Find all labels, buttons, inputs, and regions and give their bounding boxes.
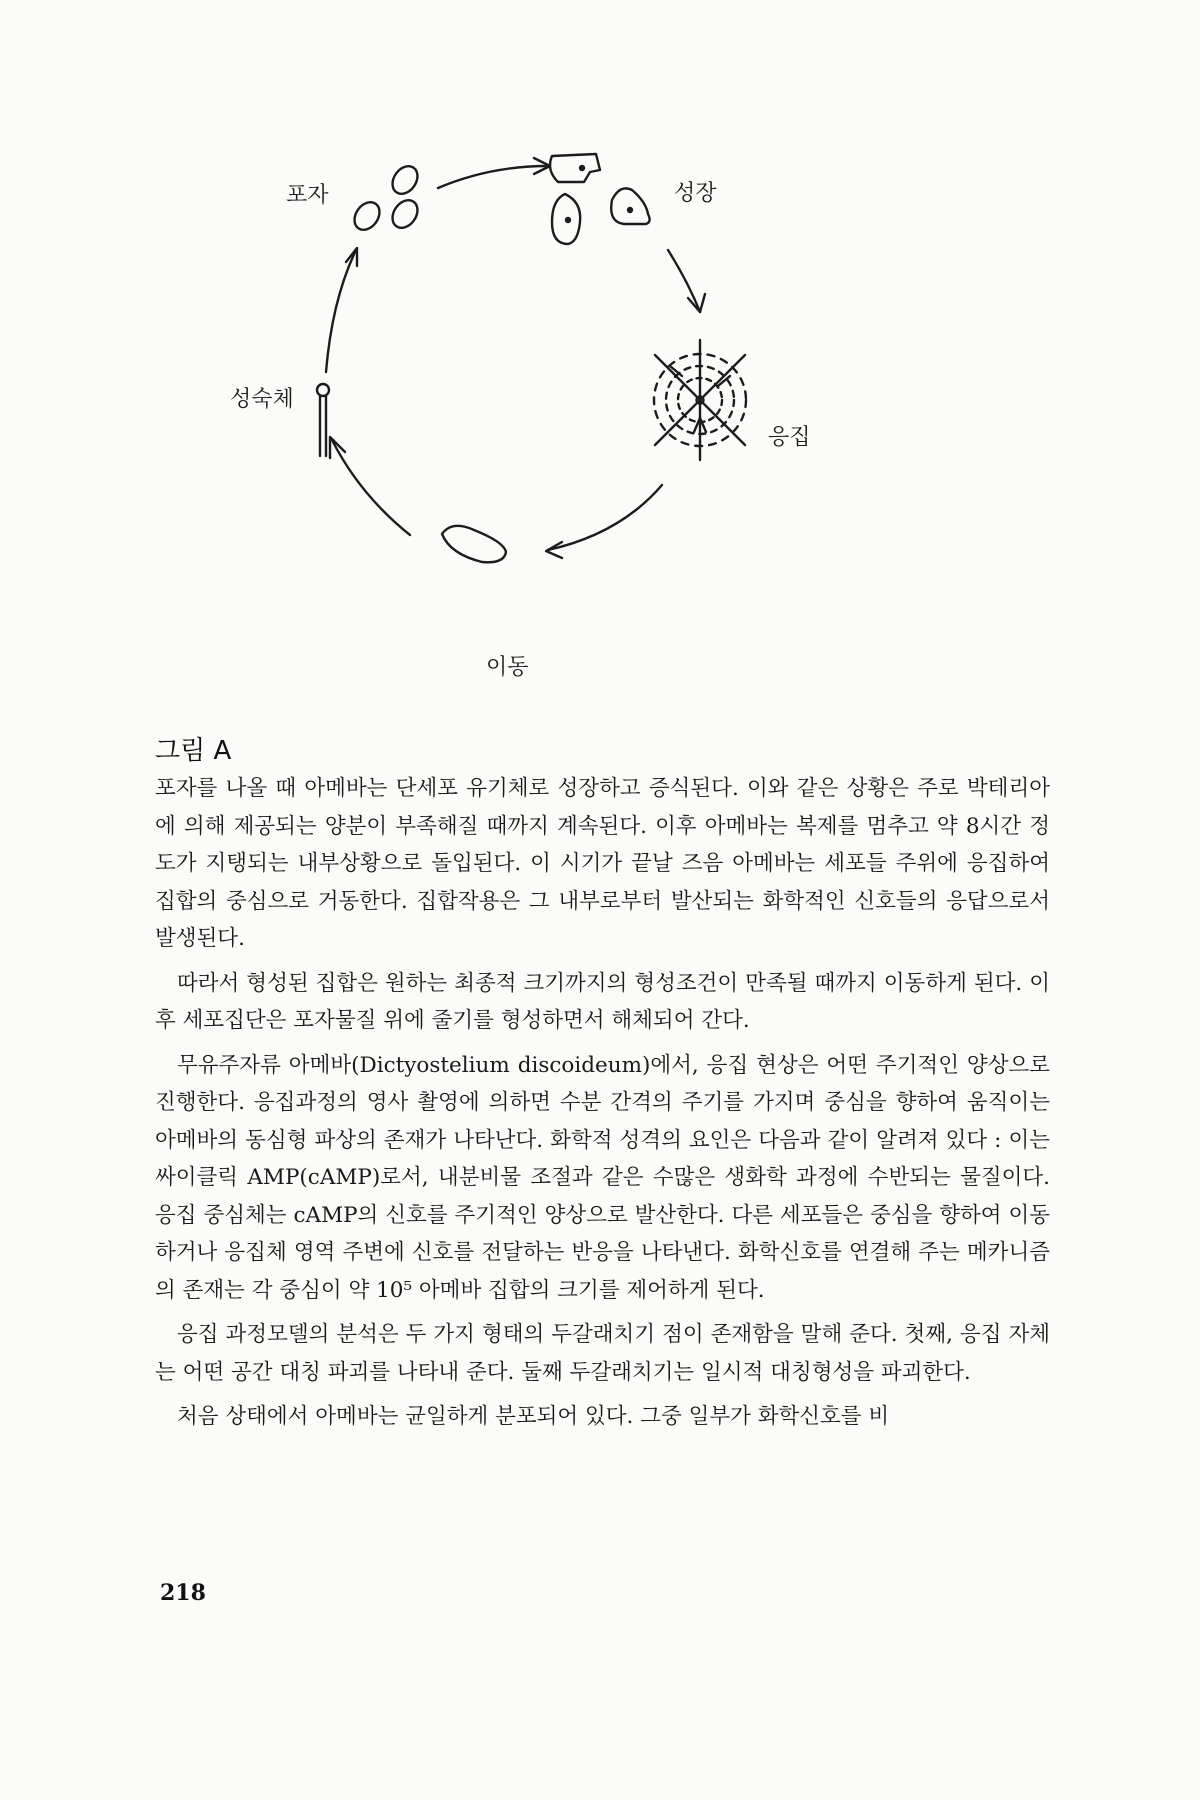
paragraph: 응집 과정모델의 분석은 두 가지 형태의 두갈래치기 점이 존재함을 말해 준다. 첫째, 응집 자체는 어떤 공간 대칭 파괴를 나타내 준다. 둘째 두갈래치기는 일시적 대칭형성을 파괴한다. [155, 1322, 1050, 1385]
arrow-migration-to-fruiting-body [330, 437, 410, 535]
arrow-spore-to-growth [438, 158, 550, 188]
paragraph: 무유주자류 아메바(Dictyostelium discoideum)에서, 응집 현상은 어떤 주기적인 양상으로 진행한다. 응집과정의 영사 촬영에 의하면 수분 간격의 주기를 가지며 중심을 향하여 움직이는 아메바의 동심형 파상의 존재가 나타난다. 화학적 성격의 요인은 다음과 같이 알려져 있다 : 이는 싸이클릭 AMP(cAMP)로서, 내분비물 조절과 같은 수많은 생화학 과정에 수반되는 물질이다. 응집 중심체는 cAMP의 신호를 주기적인 양상으로 발산한다. 다른 세포들은 중심을 향하여 이동하거나 응집체 영역 주변에 신호를 전달하는 반응을 나타낸다. 화학신호를 연결해 주는 메카니즘의 존재는 각 중심이 약 10⁵ 아메바 집합의 크기를 제어하게 된다. [155, 1052, 1050, 1303]
arrow-aggregation-to-migration [546, 485, 662, 558]
amoeba-cell [611, 188, 649, 224]
spore-cell [387, 195, 422, 232]
fruiting-body [317, 384, 329, 456]
spore-cell [349, 197, 384, 234]
label-fruiting-body: 성숙체 [230, 387, 294, 412]
amoeba-cells [550, 154, 650, 244]
spore-cells [349, 161, 422, 234]
arrow-growth-to-aggregation [668, 250, 705, 312]
aggregation-center [654, 340, 746, 460]
amoeba-cell [550, 154, 600, 182]
cell-nucleus [565, 217, 571, 223]
page-number: 218 [160, 1580, 206, 1606]
cell-nucleus [627, 207, 633, 213]
life-cycle-diagram [200, 150, 1000, 710]
dictyostelium-life-cycle-figure [200, 150, 1000, 710]
body-text [155, 770, 1050, 1443]
spore-cell [387, 161, 422, 198]
cell-nucleus [579, 165, 585, 171]
label-growth: 성장 [674, 181, 717, 206]
figure-caption: 그림 A [155, 736, 232, 766]
label-aggregation: 응집 [768, 425, 811, 450]
migrating-slug [442, 526, 506, 562]
paragraph: 포자를 나올 때 아메바는 단세포 유기체로 성장하고 증식된다. 이와 같은 상황은 주로 박테리아에 의해 제공되는 양분이 부족해질 때까지 계속된다. 이후 아메바는 복제를 멈추고 약 8시간 정도가 지탱되는 내부상황으로 돌입된다. 이 시기가 끝날 즈음 아메바는 세포들 주위에 응집하여 집합의 중심으로 거동한다. 집합작용은 그 내부로부터 발산되는 화학적인 신호들의 응답으로서 발생된다. [155, 776, 1050, 951]
paragraph: 따라서 형성된 집합은 원하는 최종적 크기까지의 형성조건이 만족될 때까지 이동하게 된다. 이후 세포집단은 포자물질 위에 줄기를 형성하면서 해체되어 간다. [155, 970, 1050, 1033]
paragraph: 처음 상태에서 아메바는 균일하게 분포되어 있다. 그중 일부가 화학신호를 비 [177, 1404, 890, 1429]
label-spore: 포자 [286, 183, 329, 208]
label-migration: 이동 [486, 655, 529, 680]
arrow-fruiting-body-to-spores [326, 248, 357, 372]
